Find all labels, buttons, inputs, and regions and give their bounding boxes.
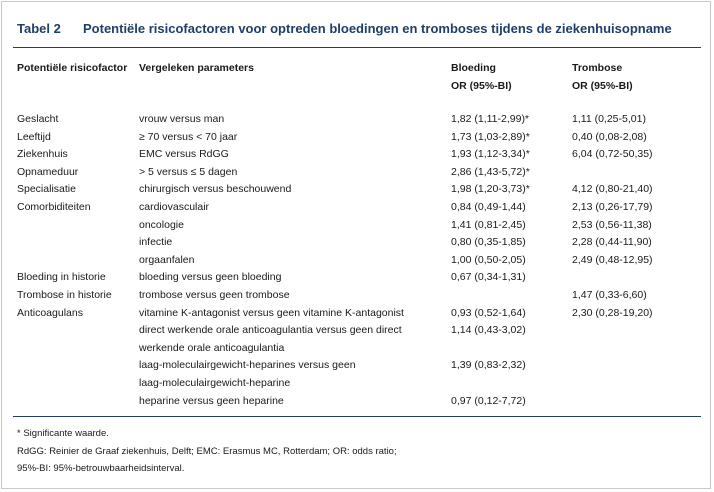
cell-thrombosis-or: 2,53 (0,56-11,38): [572, 218, 652, 231]
cell-factor: Specialisatie: [17, 183, 76, 196]
cell-thrombosis-or: 2,13 (0,26-17,79): [572, 201, 653, 213]
table-row: [0, 393, 714, 410]
cell-param: bloeding versus geen bloeding: [139, 271, 282, 284]
footnote-abbreviations: RdGG: Reinier de Graaf ziekenhuis, Delft; EMC: Erasmus MC, Rotterdam; OR: odds ratio;: [17, 446, 397, 457]
table-row: [0, 357, 714, 374]
cell-bleeding-or: 1,73 (1,03-2,89)*: [451, 130, 530, 143]
table-row: [0, 129, 714, 146]
cell-bleeding-or: 1,82 (1,11-2,99)*: [451, 113, 530, 125]
table-row: [0, 322, 714, 339]
cell-param: direct werkende orale anticoagulantia versus geen direct: [139, 324, 402, 337]
cell-param: > 5 versus ≤ 5 dagen: [139, 165, 238, 178]
cell-thrombosis-or: 2,49 (0,48-12,95): [572, 253, 653, 266]
cell-factor: Geslacht: [17, 113, 59, 125]
cell-bleeding-or: 1,39 (0,83-2,32): [451, 359, 526, 372]
table-row: [0, 217, 714, 234]
cell-bleeding-or: 0,84 (0,49-1,44): [451, 201, 526, 213]
table-row: [0, 164, 714, 181]
cell-bleeding-or: 0,80 (0,35-1,85): [451, 236, 526, 249]
cell-thrombosis-or: 2,28 (0,44-11,90): [572, 236, 652, 249]
header-params: Vergeleken parameters: [139, 62, 254, 74]
cell-factor: Ziekenhuis: [17, 148, 68, 161]
cell-param: EMC versus RdGG: [139, 148, 229, 161]
footnote-ci: 95%-BI: 95%-betrouwbaarheidsinterval.: [17, 463, 185, 474]
cell-param: orgaanfalen: [139, 253, 195, 266]
header-bleeding-label: Bloeding: [451, 62, 496, 74]
cell-bleeding-or: 0,67 (0,34-1,31): [451, 271, 526, 284]
cell-param: cardiovasculair: [139, 201, 210, 213]
cell-thrombosis-or: 1,47 (0,33-6,60): [572, 289, 647, 301]
cell-thrombosis-or: 1,11 (0,25-5,01): [572, 113, 646, 125]
cell-param: oncologie: [139, 218, 184, 231]
table-row: [0, 375, 714, 392]
cell-bleeding-or: 1,00 (0,50-2,05): [451, 253, 526, 266]
table-title-text: Potentiële risicofactoren voor optreden bloedingen en tromboses tijdens de ziekenhuisopname: [83, 21, 672, 36]
cell-factor: Anticoagulans: [17, 306, 83, 319]
cell-param: trombose versus geen trombose: [139, 289, 290, 301]
header-thrombosis-or: OR (95%-BI): [572, 80, 633, 92]
table-row: [0, 111, 714, 128]
cell-param: infectie: [139, 236, 173, 249]
cell-param: chirurgisch versus beschouwend: [139, 183, 292, 196]
table-row: [0, 199, 714, 216]
cell-bleeding-or: 1,93 (1,12-3,34)*: [451, 148, 530, 161]
cell-param: vitamine K-antagonist versus geen vitamine K-antagonist: [139, 306, 404, 319]
cell-param: vrouw versus man: [139, 113, 225, 125]
table-row: [0, 340, 714, 357]
cell-thrombosis-or: 2,30 (0,28-19,20): [572, 306, 653, 319]
cell-bleeding-or: 0,97 (0,12-7,72): [451, 394, 526, 407]
cell-bleeding-or: 1,98 (1,20-3,73)*: [451, 183, 530, 196]
table-number: Tabel 2: [17, 21, 61, 36]
cell-thrombosis-or: 4,12 (0,80-21,40): [572, 183, 653, 196]
table-row: [0, 146, 714, 163]
cell-factor: Bloeding in historie: [17, 271, 106, 284]
cell-thrombosis-or: 0,40 (0,08-2,08): [572, 130, 647, 143]
footer-rule: [13, 416, 701, 417]
header-thrombosis: [572, 59, 633, 95]
cell-param: ≥ 70 versus < 70 jaar: [139, 130, 238, 143]
cell-bleeding-or: 2,86 (1,43-5,72)*: [451, 165, 530, 178]
cell-param: heparine versus geen heparine: [139, 394, 284, 407]
table-row: [0, 305, 714, 322]
cell-factor: Opnameduur: [17, 165, 79, 178]
cell-param: laag-moleculairgewicht-heparine: [139, 377, 291, 389]
table-title: [17, 21, 672, 36]
footnote-significance: * Significante waarde.: [17, 428, 109, 439]
header-factor: Potentiële risicofactor: [17, 62, 128, 74]
cell-param: laag-moleculairgewicht-heparines versus geen: [139, 359, 356, 372]
cell-bleeding-or: 1,14 (0,43-3,02): [451, 324, 526, 337]
cell-param: werkende orale anticoagulantia: [139, 341, 285, 354]
cell-bleeding-or: 1,41 (0,81-2,45): [451, 218, 526, 231]
cell-bleeding-or: 0,93 (0,52-1,64): [451, 306, 526, 319]
table-row: [0, 252, 714, 269]
cell-factor: Leeftijd: [17, 130, 51, 143]
header-thrombosis-label: Trombose: [572, 62, 623, 74]
table-row: [0, 234, 714, 251]
header-bleeding: [451, 59, 512, 95]
table-row: [0, 287, 714, 304]
cell-thrombosis-or: 6,04 (0,72-50,35): [572, 148, 653, 161]
cell-factor: Trombose in historie: [17, 289, 112, 301]
table-row: [0, 181, 714, 198]
cell-factor: Comorbiditeiten: [17, 201, 91, 213]
title-rule: [13, 47, 701, 48]
header-bleeding-or: OR (95%-BI): [451, 80, 512, 92]
table-row: [0, 269, 714, 286]
